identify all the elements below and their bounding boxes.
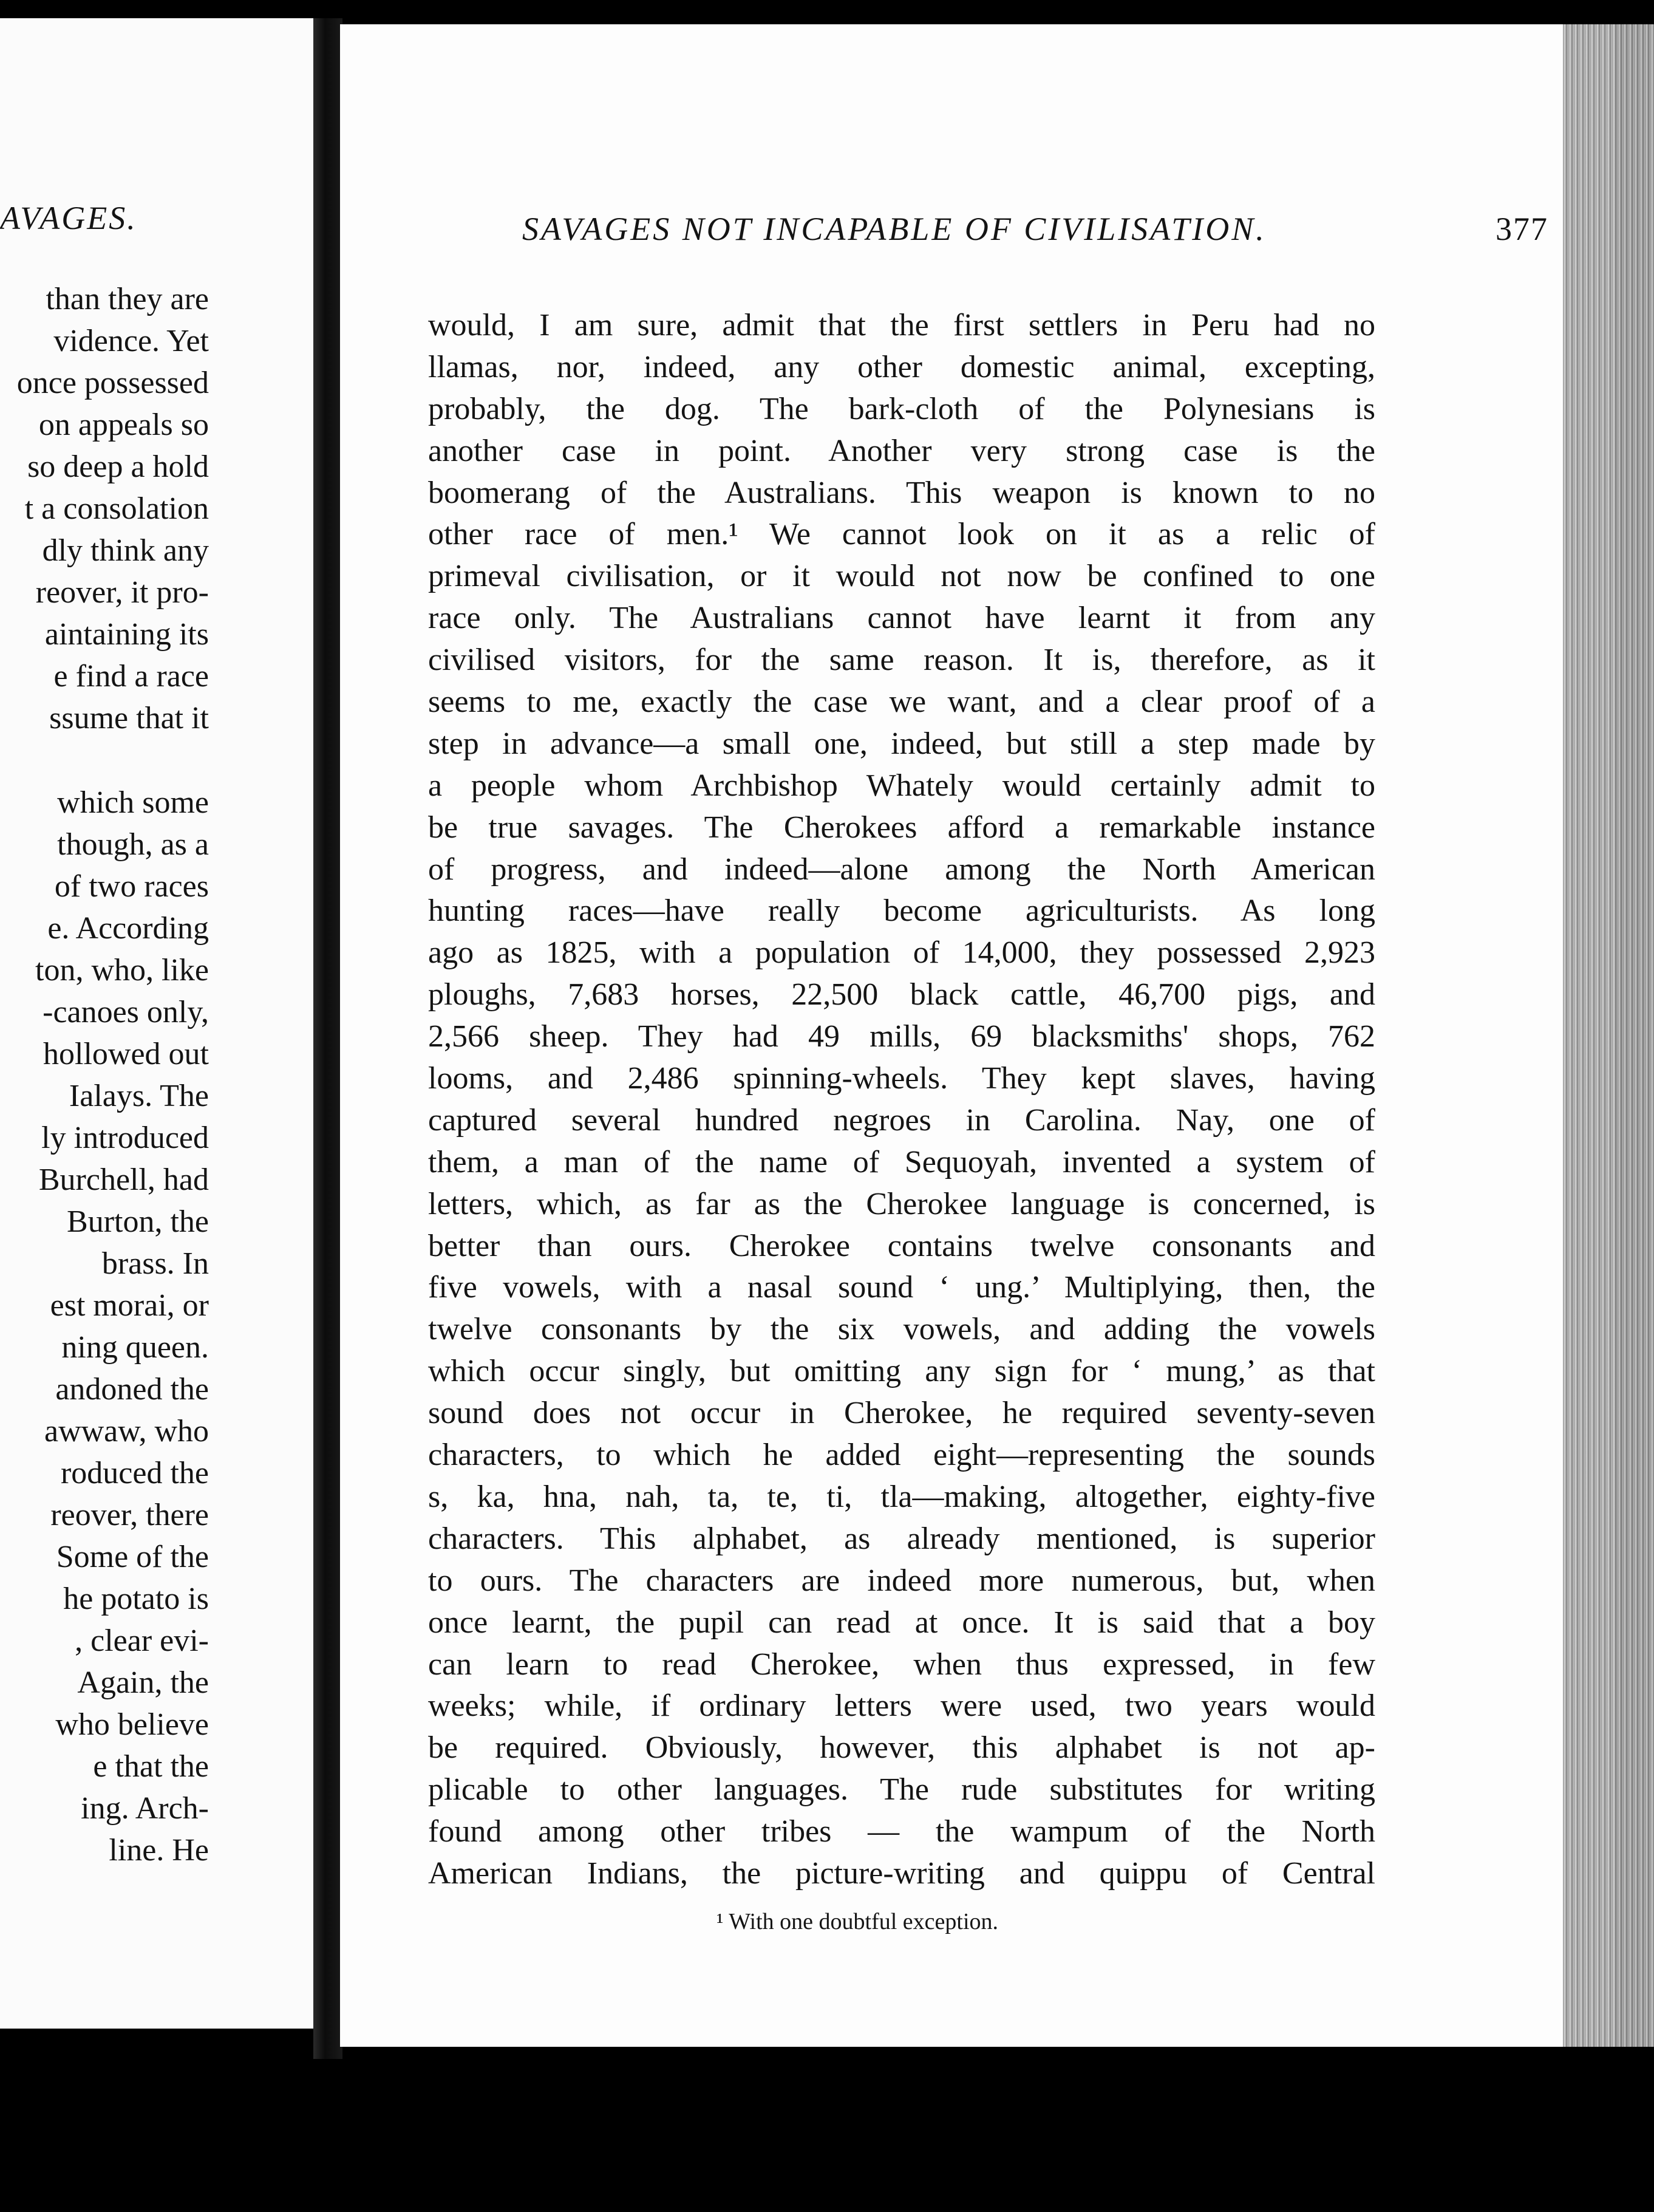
page-number: 377 xyxy=(1496,211,1548,247)
text-line: characters. This alphabet, as already mentioned, is superior xyxy=(428,1521,1375,1556)
text-line: brass. In xyxy=(101,1246,209,1281)
running-head xyxy=(522,210,1548,248)
text-line: Burton, the xyxy=(67,1204,209,1239)
text-line: on appeals so xyxy=(38,408,209,442)
text-line: other race of men.¹ We cannot look on it as a relic of xyxy=(428,517,1375,552)
text-line: s, ka, hna, nah, ta, te, ti, tla—making, altogether, eighty-five xyxy=(428,1479,1375,1514)
text-line: line. He xyxy=(109,1833,209,1868)
text-line: ly introduced xyxy=(41,1121,209,1155)
text-line: ssume that it xyxy=(49,701,209,736)
text-line: ploughs, 7,683 horses, 22,500 black cattle, 46,700 pigs, and xyxy=(428,977,1375,1012)
text-line: which some xyxy=(57,785,209,820)
text-line: he potato is xyxy=(63,1582,209,1616)
text-line: a people whom Archbishop Whately would certainly admit to xyxy=(428,768,1375,803)
text-line: step in advance—a small one, indeed, but still a step made by xyxy=(428,726,1375,761)
text-line: plicable to other languages. The rude substitutes for writing xyxy=(428,1772,1375,1807)
text-line: five vowels, with a nasal sound ‘ ung.’ Multiplying, then, the xyxy=(428,1270,1375,1305)
text-line: once possessed xyxy=(16,366,209,400)
book-gutter xyxy=(313,18,342,2059)
text-line: American Indians, the picture-writing and quippu of Central xyxy=(428,1855,1375,1891)
text-line: of two races xyxy=(54,869,209,904)
text-line: another case in point. Another very strong case is the xyxy=(428,433,1375,468)
text-line: awwaw, who xyxy=(44,1414,209,1449)
text-line: so deep a hold xyxy=(27,449,209,484)
text-line: roduced the xyxy=(60,1456,209,1490)
text-line: weeks; while, if ordinary letters were used, two years would xyxy=(428,1688,1375,1724)
text-line: reover, there xyxy=(50,1498,209,1532)
text-line: would, I am sure, admit that the first settlers in Peru had no xyxy=(428,308,1375,343)
footnote: ¹ With one doubtful exception. xyxy=(716,1909,999,1934)
text-line: characters, to which he added eight—representing the sounds xyxy=(428,1438,1375,1473)
text-line: Ialays. The xyxy=(69,1079,209,1113)
text-line: reover, it pro- xyxy=(35,575,209,610)
text-line: ing. Arch- xyxy=(81,1791,209,1826)
text-line: e. According xyxy=(47,911,209,946)
text-line: who believe xyxy=(55,1707,209,1742)
text-line: once learnt, the pupil can read at once. It is said that a boy xyxy=(428,1605,1375,1640)
body-text xyxy=(428,305,1375,1895)
text-line: ning queen. xyxy=(61,1330,209,1365)
text-line: llamas, nor, indeed, any other domestic animal, excepting, xyxy=(428,349,1375,384)
text-line: andoned the xyxy=(55,1372,209,1407)
right-page xyxy=(340,24,1615,2047)
running-head-title: SAVAGES NOT INCAPABLE OF CIVILISATION. xyxy=(522,211,1267,247)
text-line: letters, which, as far as the Cherokee language is concerned, is xyxy=(428,1186,1375,1221)
text-line: e find a race xyxy=(53,659,209,694)
text-line: twelve consonants by the six vowels, and adding the vowels xyxy=(428,1312,1375,1347)
left-running-head: AVAGES. xyxy=(0,200,137,236)
left-page-text xyxy=(0,278,209,1871)
text-line: t a consolation xyxy=(24,491,209,526)
text-line: can learn to read Cherokee, when thus expressed, in few xyxy=(428,1647,1375,1682)
page-fore-edge xyxy=(1563,24,1654,2047)
text-line: race only. The Australians cannot have learnt it from any xyxy=(428,601,1375,636)
text-line: dly think any xyxy=(42,533,209,568)
text-line: ton, who, like xyxy=(35,953,209,988)
text-line: looms, and 2,486 spinning-wheels. They kept slaves, having xyxy=(428,1061,1375,1096)
text-line: e that the xyxy=(93,1749,209,1784)
text-line: probably, the dog. The bark-cloth of the Polynesians is xyxy=(428,391,1375,426)
text-line: aintaining its xyxy=(44,617,209,652)
text-line: civilised visitors, for the same reason. It is, therefore, as it xyxy=(428,643,1375,678)
text-line: them, a man of the name of Sequoyah, invented a system of xyxy=(428,1144,1375,1179)
text-line: than they are xyxy=(46,282,209,316)
text-line: captured several hundred negroes in Carolina. Nay, one of xyxy=(428,1102,1375,1138)
text-line: Again, the xyxy=(77,1665,209,1700)
text-line: primeval civilisation, or it would not now be confined to one xyxy=(428,559,1375,594)
text-line: of progress, and indeed—alone among the North American xyxy=(428,852,1375,887)
text-line: Burchell, had xyxy=(38,1162,209,1197)
text-line: ago as 1825, with a population of 14,000, they possessed 2,923 xyxy=(428,935,1375,971)
text-line: sound does not occur in Cherokee, he required seventy-seven xyxy=(428,1396,1375,1431)
text-line: , clear evi- xyxy=(75,1623,209,1658)
text-line: 2,566 sheep. They had 49 mills, 69 blacksmiths' shops, 762 xyxy=(428,1019,1375,1054)
text-line: hollowed out xyxy=(43,1037,209,1071)
text-line: boomerang of the Australians. This weapon is known to no xyxy=(428,475,1375,510)
text-line: better than ours. Cherokee contains twelve consonants and xyxy=(428,1228,1375,1263)
text-line: vidence. Yet xyxy=(53,324,209,358)
text-line: est morai, or xyxy=(50,1288,209,1323)
text-line: -canoes only, xyxy=(43,995,209,1029)
text-line: seems to me, exactly the case we want, and a clear proof of a xyxy=(428,684,1375,720)
text-line: be required. Obviously, however, this alphabet is not ap- xyxy=(428,1730,1375,1766)
text-line: to ours. The characters are indeed more numerous, but, when xyxy=(428,1563,1375,1598)
text-line: found among other tribes — the wampum of the North xyxy=(428,1814,1375,1849)
text-line: which occur singly, but omitting any sign for ‘ mung,’ as that xyxy=(428,1354,1375,1389)
left-page xyxy=(0,18,318,2029)
text-line: hunting races—have really become agriculturists. As long xyxy=(428,893,1375,929)
text-line: though, as a xyxy=(57,827,209,862)
text-line: Some of the xyxy=(56,1540,209,1574)
text-line: be true savages. The Cherokees afford a remarkable instance xyxy=(428,810,1375,845)
